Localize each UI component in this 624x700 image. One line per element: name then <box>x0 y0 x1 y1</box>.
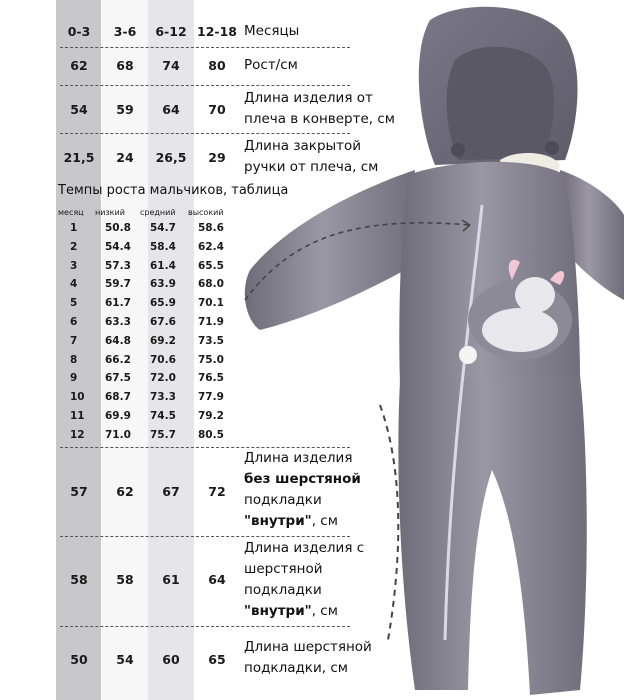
lining-length-label-line-1: Длина шерстяной <box>244 639 372 655</box>
separator <box>60 47 350 48</box>
growth-cell-medium: 70.6 <box>150 353 176 366</box>
height-3-6: 68 <box>116 58 134 73</box>
sleeve-length-12-18: 29 <box>208 150 226 165</box>
length-without-lining-12-18: 72 <box>208 484 226 499</box>
length-without-lining-6-12: 67 <box>162 484 180 499</box>
lining-length-0-3: 50 <box>70 652 88 667</box>
lining-length-12-18: 65 <box>208 652 226 667</box>
legs <box>398 375 586 695</box>
length-with-lining-12-18: 64 <box>208 572 226 587</box>
bunny-pompom <box>459 346 477 364</box>
growth-cell-medium: 54.7 <box>150 222 176 234</box>
length-without-lining-label-line-3: подкладки <box>244 492 322 508</box>
sleeve-length-6-12: 26,5 <box>155 150 187 165</box>
length-with-lining-label-line-2: шерстяной <box>244 561 323 577</box>
growth-cell-month: 3 <box>70 259 78 272</box>
length-measure-arc <box>380 405 398 640</box>
sleeve-length-label-line-2: ручки от плеча, см <box>244 159 379 175</box>
growth-cell-medium: 61.4 <box>150 259 176 272</box>
growth-cell-low: 63.3 <box>105 316 131 328</box>
growth-cell-high: 77.9 <box>198 391 224 404</box>
months-label: Месяцы <box>244 23 300 39</box>
growth-cell-medium: 73.3 <box>150 391 176 404</box>
growth-cell-high: 80.5 <box>198 428 224 441</box>
growth-cell-high: 71.9 <box>198 316 224 328</box>
growth-cell-high: 65.5 <box>198 259 224 272</box>
length-with-lining-0-3: 58 <box>70 572 88 587</box>
age-6-12: 6-12 <box>155 24 187 39</box>
length-with-lining-3-6: 58 <box>116 572 134 587</box>
separator <box>60 536 350 537</box>
growth-cell-medium: 74.5 <box>150 410 176 422</box>
growth-cell-month: 1 <box>70 222 78 234</box>
growth-cell-low: 67.5 <box>105 372 131 385</box>
growth-cell-medium: 63.9 <box>150 278 176 291</box>
envelope-length-6-12: 64 <box>162 102 180 117</box>
growth-cell-high: 70.1 <box>198 297 224 310</box>
age-12-18: 12-18 <box>197 24 237 39</box>
envelope-length-0-3: 54 <box>70 102 88 117</box>
growth-cell-medium: 58.4 <box>150 240 176 253</box>
length-without-lining-3-6: 62 <box>116 484 134 499</box>
growth-cell-medium: 67.6 <box>150 316 176 328</box>
growth-col-header-medium: средний <box>140 208 176 217</box>
separator <box>60 626 350 627</box>
sleeve-length-0-3: 21,5 <box>63 150 95 165</box>
length-without-lining-label-line-1: Длина изделия <box>244 450 353 466</box>
growth-col-header-low: низкий <box>95 208 125 217</box>
growth-cell-low: 64.8 <box>105 334 131 347</box>
length-without-lining-label-line-2: без шерстяной <box>244 471 361 487</box>
growth-cell-low: 61.7 <box>105 297 131 310</box>
growth-cell-month: 4 <box>70 278 78 291</box>
lining-length-6-12: 60 <box>162 652 180 667</box>
growth-cell-medium: 65.9 <box>150 297 176 310</box>
growth-cell-medium: 75.7 <box>150 428 176 441</box>
growth-cell-medium: 69.2 <box>150 334 176 347</box>
growth-cell-month: 2 <box>70 240 78 253</box>
age-0-3: 0-3 <box>67 24 91 39</box>
sleeve-length-label-line-1: Длина закрытой <box>244 138 362 154</box>
growth-cell-high: 79.2 <box>198 410 224 422</box>
growth-cell-month: 11 <box>70 410 85 422</box>
height-0-3: 62 <box>70 58 88 73</box>
growth-cell-high: 62.4 <box>198 240 224 253</box>
height-label: Рост/см <box>244 57 298 73</box>
growth-cell-month: 5 <box>70 297 78 310</box>
growth-cell-month: 12 <box>70 428 85 441</box>
growth-cell-high: 68.0 <box>198 278 224 291</box>
lining-length-label-line-2: подкладки, см <box>244 660 348 676</box>
growth-cell-month: 10 <box>70 391 85 404</box>
height-12-18: 80 <box>208 58 226 73</box>
growth-cell-month: 9 <box>70 372 78 385</box>
growth-cell-low: 69.9 <box>105 410 131 422</box>
length-without-lining-label-line-4: "внутри", см <box>244 513 338 529</box>
growth-cell-low: 54.4 <box>105 240 131 253</box>
length-with-lining-label-line-4: "внутри", см <box>244 603 338 619</box>
growth-cell-low: 71.0 <box>105 428 131 441</box>
envelope-length-label-line-2: плеча в конверте, см <box>244 111 395 127</box>
separator <box>60 133 350 134</box>
length-without-lining-0-3: 57 <box>70 484 88 499</box>
growth-cell-low: 68.7 <box>105 391 131 404</box>
growth-col-header-high: высокий <box>188 208 224 217</box>
envelope-length-12-18: 70 <box>208 102 226 117</box>
growth-cell-month: 8 <box>70 353 78 366</box>
growth-table-title: Темпы роста мальчиков, таблица <box>58 183 289 198</box>
separator <box>60 85 350 86</box>
growth-cell-low: 57.3 <box>105 259 131 272</box>
growth-cell-low: 66.2 <box>105 353 131 366</box>
growth-cell-medium: 72.0 <box>150 372 176 385</box>
growth-cell-high: 73.5 <box>198 334 224 347</box>
growth-cell-high: 76.5 <box>198 372 224 385</box>
hood-button-left <box>451 143 465 157</box>
growth-cell-high: 58.6 <box>198 222 224 234</box>
lining-length-3-6: 54 <box>116 652 134 667</box>
envelope-length-label-line-1: Длина изделия от <box>244 90 373 106</box>
growth-cell-month: 7 <box>70 334 78 347</box>
hood-inner-shape <box>447 47 554 160</box>
height-6-12: 74 <box>162 58 180 73</box>
length-with-lining-label-line-3: подкладки <box>244 582 322 598</box>
growth-cell-low: 50.8 <box>105 222 131 234</box>
envelope-length-3-6: 59 <box>116 102 134 117</box>
growth-cell-month: 6 <box>70 316 78 328</box>
growth-col-header-month: месяц <box>58 208 84 217</box>
length-with-lining-label-line-1: Длина изделия с <box>244 540 365 556</box>
growth-cell-high: 75.0 <box>198 353 224 366</box>
growth-cell-low: 59.7 <box>105 278 131 291</box>
bunny-body <box>482 308 558 352</box>
length-with-lining-6-12: 61 <box>162 572 180 587</box>
bunny-head <box>515 277 555 313</box>
sleeve-length-3-6: 24 <box>116 150 134 165</box>
hood-button-right <box>545 141 559 155</box>
age-3-6: 3-6 <box>113 24 137 39</box>
